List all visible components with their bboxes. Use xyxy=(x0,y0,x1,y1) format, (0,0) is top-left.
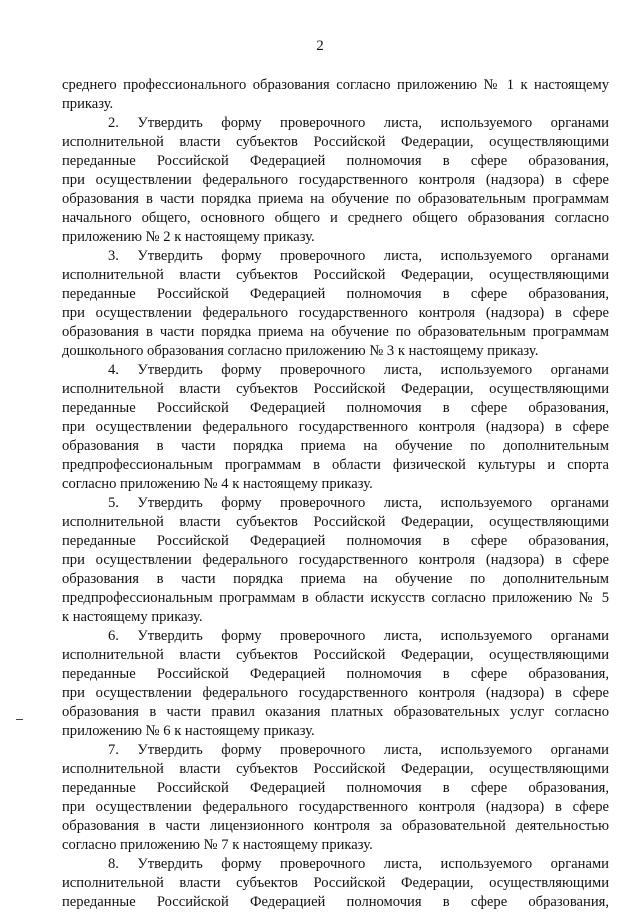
text-line: дошкольного образования согласно приложению № 3 к настоящему приказу. xyxy=(62,343,539,359)
text-line: исполнительной власти субъектов Российской Федерации, осуществляющими xyxy=(62,134,609,150)
text-line: 3. Утвердить форму проверочного листа, используемого органами xyxy=(108,248,609,264)
text-line: при осуществлении федерального государственного контроля (надзора) в сфере xyxy=(62,419,609,435)
text-line: переданные Российской Федерацией полномочия в сфере образования, xyxy=(62,286,609,302)
text-line: образования в части порядка приема на обучение по образовательным программам xyxy=(62,324,609,340)
text-line: среднего профессионального образования согласно приложению № 1 к настоящему xyxy=(62,77,609,93)
text-line: исполнительной власти субъектов Российской Федерации, осуществляющими xyxy=(62,381,609,397)
text-line: 4. Утвердить форму проверочного листа, используемого органами xyxy=(108,362,609,378)
text-line: приказу. xyxy=(62,96,114,112)
text-line: начального общего, основного общего и среднего общего образования согласно xyxy=(62,210,609,226)
text-line: переданные Российской Федерацией полномочия в сфере образования, xyxy=(62,400,609,416)
text-line: образования в части порядка приема на обучение по дополнительным xyxy=(62,438,609,454)
text-line: 6. Утвердить форму проверочного листа, используемого органами xyxy=(108,628,609,644)
text-line: предпрофессиональным программам в области физической культуры и спорта xyxy=(62,457,609,473)
page-number: 2 xyxy=(316,38,324,54)
text-line: приложению № 2 к настоящему приказу. xyxy=(62,229,315,245)
text-line: образования в части порядка приема на обучение по образовательным программам xyxy=(62,191,609,207)
text-line: при осуществлении федерального государственного контроля (надзора) в сфере xyxy=(62,685,609,701)
text-line: к настоящему приказу. xyxy=(62,609,203,625)
text-line: образования в части порядка приема на обучение по дополнительным xyxy=(62,571,609,587)
text-line: при осуществлении федерального государственного контроля (надзора) в сфере xyxy=(62,552,609,568)
text-line: 8. Утвердить форму проверочного листа, используемого органами xyxy=(108,856,609,872)
margin-mark xyxy=(16,719,23,720)
text-line: переданные Российской Федерацией полномочия в сфере образования, xyxy=(62,153,609,169)
text-line: переданные Российской Федерацией полномочия в сфере образования, xyxy=(62,780,609,796)
text-line: исполнительной власти субъектов Российской Федерации, осуществляющими xyxy=(62,514,609,530)
text-line: 7. Утвердить форму проверочного листа, используемого органами xyxy=(108,742,609,758)
text-line: предпрофессиональным программам в области искусств согласно приложению № 5 xyxy=(62,590,609,606)
text-line: переданные Российской Федерацией полномочия в сфере образования, xyxy=(62,666,609,682)
text-line: при осуществлении федерального государственного контроля (надзора) в сфере xyxy=(62,799,609,815)
text-line: исполнительной власти субъектов Российской Федерации, осуществляющими xyxy=(62,267,609,283)
text-line: при осуществлении федерального государственного контроля (надзора) в сфере xyxy=(62,172,609,188)
text-line: исполнительной власти субъектов Российской Федерации, осуществляющими xyxy=(62,875,609,891)
text-line: образования в части лицензионного контроля за образовательной деятельностью xyxy=(62,818,609,834)
text-line: образования в части правил оказания платных образовательных услуг согласно xyxy=(62,704,609,720)
text-line: переданные Российской Федерацией полномочия в сфере образования, xyxy=(62,533,609,549)
text-line: согласно приложению № 4 к настоящему приказу. xyxy=(62,476,373,492)
document-body xyxy=(62,76,609,912)
text-line: согласно приложению № 7 к настоящему приказу. xyxy=(62,837,373,853)
text-line: 5. Утвердить форму проверочного листа, используемого органами xyxy=(108,495,609,511)
text-line: исполнительной власти субъектов Российской Федерации, осуществляющими xyxy=(62,761,609,777)
text-line: при осуществлении федерального государственного контроля (надзора) в сфере xyxy=(62,305,609,321)
text-line: 2. Утвердить форму проверочного листа, используемого органами xyxy=(108,115,609,131)
text-line: переданные Российской Федерацией полномочия в сфере образования, xyxy=(62,894,609,910)
text-line: приложению № 6 к настоящему приказу. xyxy=(62,723,315,739)
text-line: исполнительной власти субъектов Российской Федерации, осуществляющими xyxy=(62,647,609,663)
